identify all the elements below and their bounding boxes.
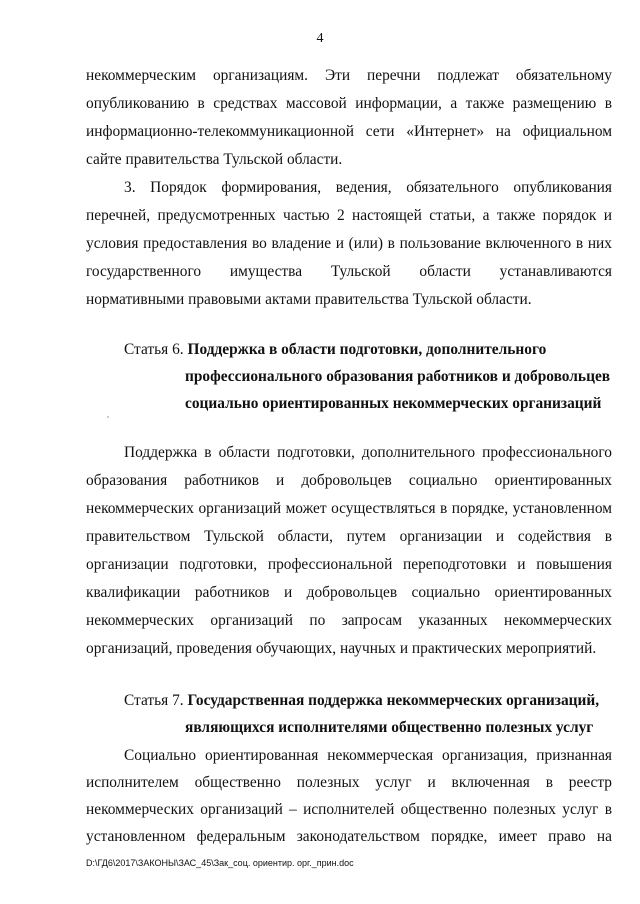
article6-body-line: некоммерческих организаций может осуществляться в порядке, установленном (86, 500, 612, 517)
clause3-line: государственного имущества Тульской области устанавливаются (86, 263, 612, 280)
article7-heading (124, 691, 612, 711)
article6-title-line: социально ориентированных некоммерческих организаций (185, 395, 602, 412)
article7-body-line: установленном федеральным законодательством порядке, имеет право на (86, 828, 612, 845)
intro-line: опубликованию в средствах массовой информации, а также размещению в (86, 95, 612, 112)
article6-body-line: организаций, проведения обучающих, научных и практических мероприятий. (86, 640, 597, 657)
article6-body-line: некоммерческих организаций по запросам указанных некоммерческих (86, 612, 612, 629)
article6-body-line: образования работников и добровольцев социально ориентированных (86, 472, 612, 489)
article6-heading (124, 340, 612, 360)
clause3-line: перечней, предусмотренных частью 2 настоящей статьи, а также порядок и (86, 207, 612, 224)
article7-title-line: Государственная поддержка некоммерческих организаций, (187, 692, 600, 709)
article7-body-line: некоммерческих организаций – исполнителей общественно полезных услуг в (86, 801, 612, 818)
intro-line: информационно-телекоммуникационной сети «Интернет» на официальном (86, 123, 612, 140)
scan-speck (107, 416, 109, 418)
article6-title-line: профессионального образования работников и добровольцев (185, 368, 611, 385)
intro-line: некоммерческим организациям. Эти перечни подлежат обязательному (86, 67, 612, 84)
article6-body-line: квалификации работников и добровольцев социально ориентированных (86, 584, 612, 601)
file-path-footer: D:\ГД6\2017\ЗАКОНЫ\ЗАС_45\Зак_соц. ориентир. орг._прин.doc (86, 858, 354, 868)
article6-body-line: организации подготовки, профессиональной переподготовки и повышения (86, 556, 612, 573)
page-number: 4 (316, 31, 324, 46)
article7-prefix: Статья 7. (124, 692, 184, 709)
clause3-line: 3. Порядок формирования, ведения, обязательного опубликования (124, 179, 612, 196)
article6-title-line: Поддержка в области подготовки, дополнительного (187, 341, 547, 358)
article7-body-line: исполнителем общественно полезных услуг и включенная в реестр (86, 774, 612, 791)
clause3-line: нормативными правовыми актами правительства Тульской области. (86, 291, 532, 308)
article7-body-line: Социально ориентированная некоммерческая организация, признанная (124, 747, 612, 764)
article7-title-line: являющихся исполнителями общественно полезных услуг (185, 719, 594, 736)
article6-body-line: Поддержка в области подготовки, дополнительного профессионального (124, 444, 612, 461)
article6-prefix: Статья 6. (124, 341, 184, 358)
clause3-line: условия предоставления во владение и (или) в пользование включенного в них (86, 235, 612, 252)
article6-body-line: правительством Тульской области, путем организации и содействия в (86, 528, 612, 545)
intro-line: сайте правительства Тульской области. (86, 151, 343, 168)
